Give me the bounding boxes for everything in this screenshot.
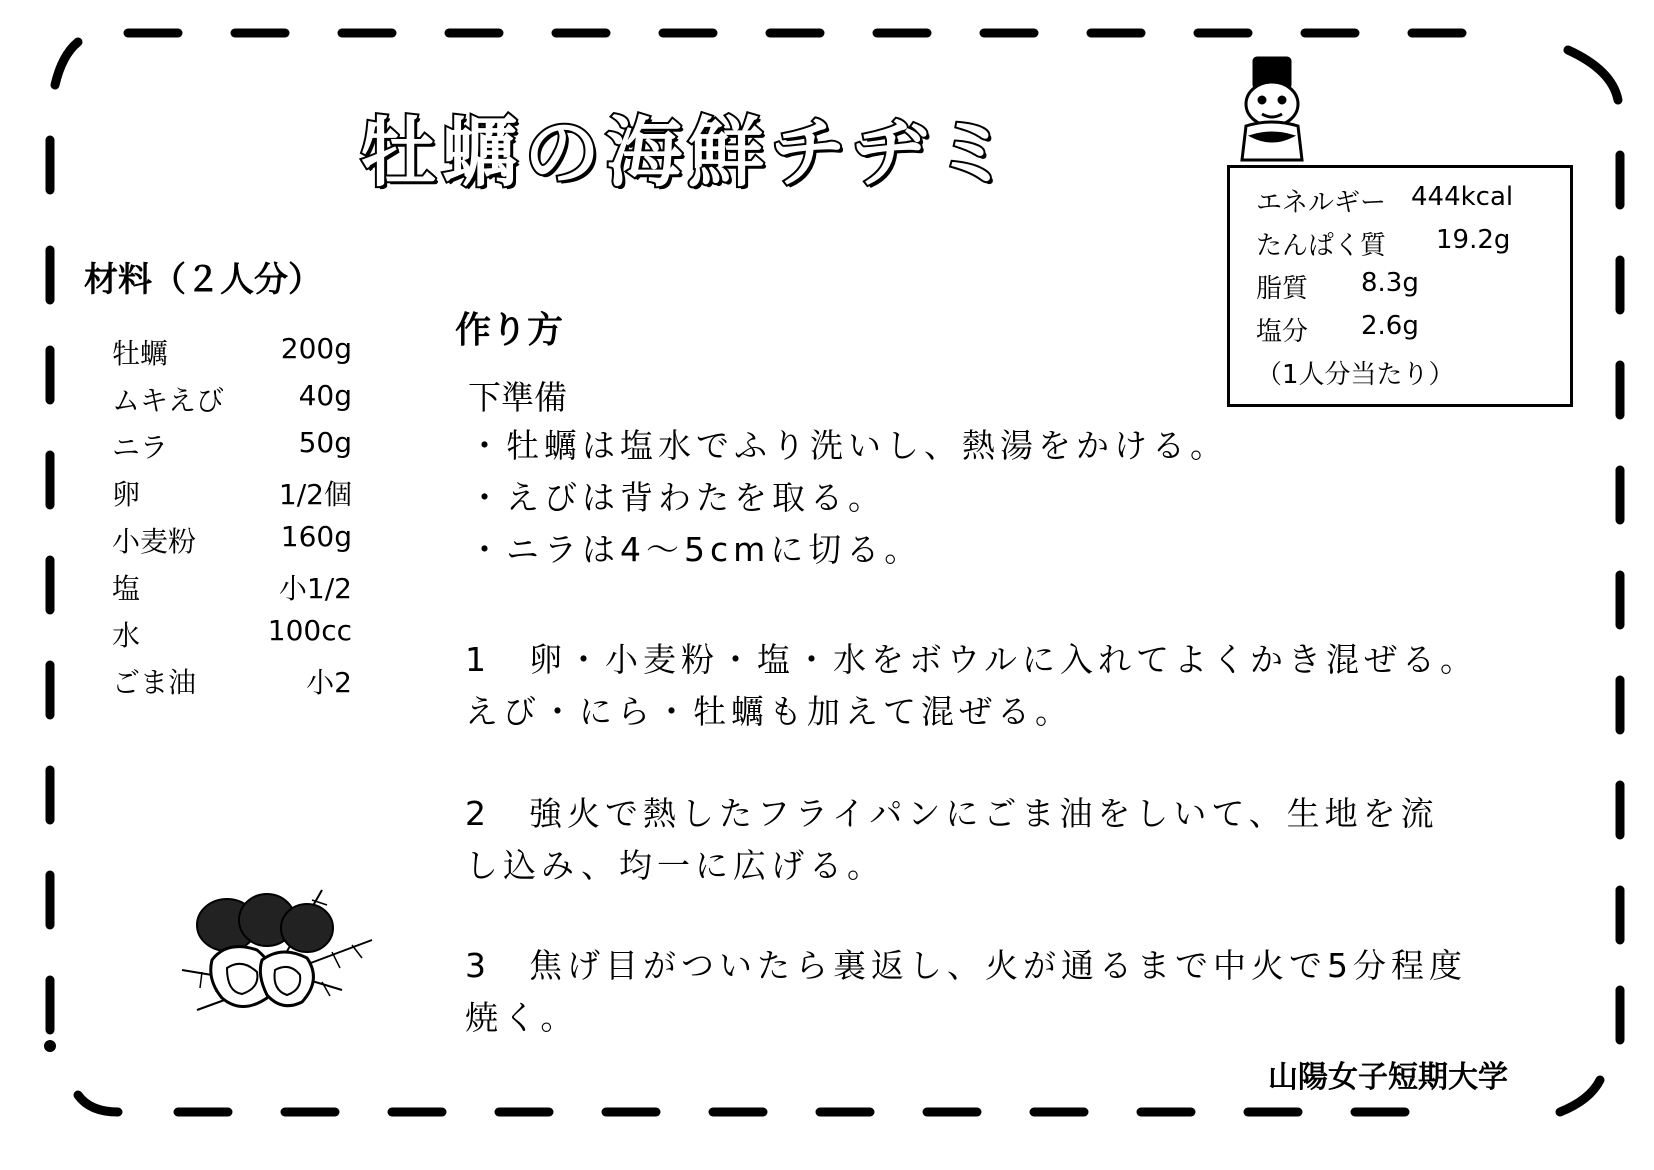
step-line: えび・にら・牡蠣も加えて混ぜる。: [465, 692, 1073, 731]
page-title: 牡蠣の海鮮チヂミ: [360, 108, 1016, 197]
nutrition-row: [1256, 182, 1570, 225]
ingredient-name: 卵: [112, 478, 141, 511]
nutrition-box: [1227, 165, 1573, 407]
step-line: 3 焦げ目がついたら裏返し、火が通るまで中火で5分程度: [465, 946, 1467, 985]
nutrition-label: エネルギー: [1256, 188, 1387, 218]
ingredient-name: 牡蠣: [112, 337, 169, 370]
oyster-illustration-icon: [172, 880, 392, 1030]
prep-item: ・えびは背わたを取る。: [468, 478, 886, 517]
ingredients-heading: 材料（２人分）: [84, 260, 322, 300]
nutrition-row: [1256, 311, 1570, 354]
method-step: [465, 788, 1525, 892]
ingredient-amount: 200g: [280, 332, 352, 365]
nutrition-label: たんぱく質: [1256, 231, 1387, 261]
ingredient-name: 小麦粉: [112, 525, 197, 558]
nutrition-note: （1人分当たり）: [1256, 360, 1455, 390]
prep-item: ・ニラは4～5cmに切る。: [468, 530, 923, 569]
nutrition-row: [1256, 225, 1570, 268]
ingredient-name: ニラ: [112, 431, 169, 464]
prep-item: ・牡蠣は塩水でふり洗いし、熱湯をかける。: [468, 426, 1228, 465]
ingredient-amount: 50g: [298, 426, 352, 459]
prep-list: [468, 420, 1228, 576]
nutrition-value: 8.3g: [1361, 268, 1419, 298]
ingredient-name: 塩: [112, 572, 141, 605]
nutrition-value: 19.2g: [1436, 225, 1511, 255]
step-line: 1 卵・小麦粉・塩・水をボウルに入れてよくかき混ぜる。: [465, 640, 1479, 679]
method-step: [465, 634, 1525, 738]
step-line: 焼く。: [465, 998, 579, 1037]
chef-character-icon: [1232, 56, 1312, 168]
method-step: [465, 940, 1525, 1044]
step-line: 2 強火で熱したフライパンにごま油をしいて、生地を流: [465, 794, 1439, 833]
ingredient-amount: 小1/2: [278, 572, 352, 605]
ingredient-name: ごま油: [112, 666, 197, 699]
footer-institution: 山陽女子短期大学: [1268, 1060, 1508, 1095]
step-line: し込み、均一に広げる。: [465, 846, 885, 885]
nutrition-value: 444kcal: [1411, 182, 1514, 212]
ingredient-name: ムキえび: [112, 384, 225, 417]
ingredient-amount: 40g: [298, 379, 352, 412]
ingredient-amount: 小2: [306, 666, 352, 699]
nutrition-label: 脂質: [1256, 274, 1309, 304]
ingredient-amount: 160g: [280, 520, 352, 553]
ingredient-name: 水: [112, 619, 141, 652]
nutrition-row: [1256, 268, 1570, 311]
ingredient-amount: 1/2個: [278, 478, 352, 511]
method-heading: 作り方: [455, 310, 564, 351]
nutrition-label: 塩分: [1256, 317, 1309, 347]
nutrition-value: 2.6g: [1361, 311, 1419, 341]
prep-heading: 下準備: [468, 378, 567, 417]
ingredient-amount: 100cc: [267, 614, 352, 647]
